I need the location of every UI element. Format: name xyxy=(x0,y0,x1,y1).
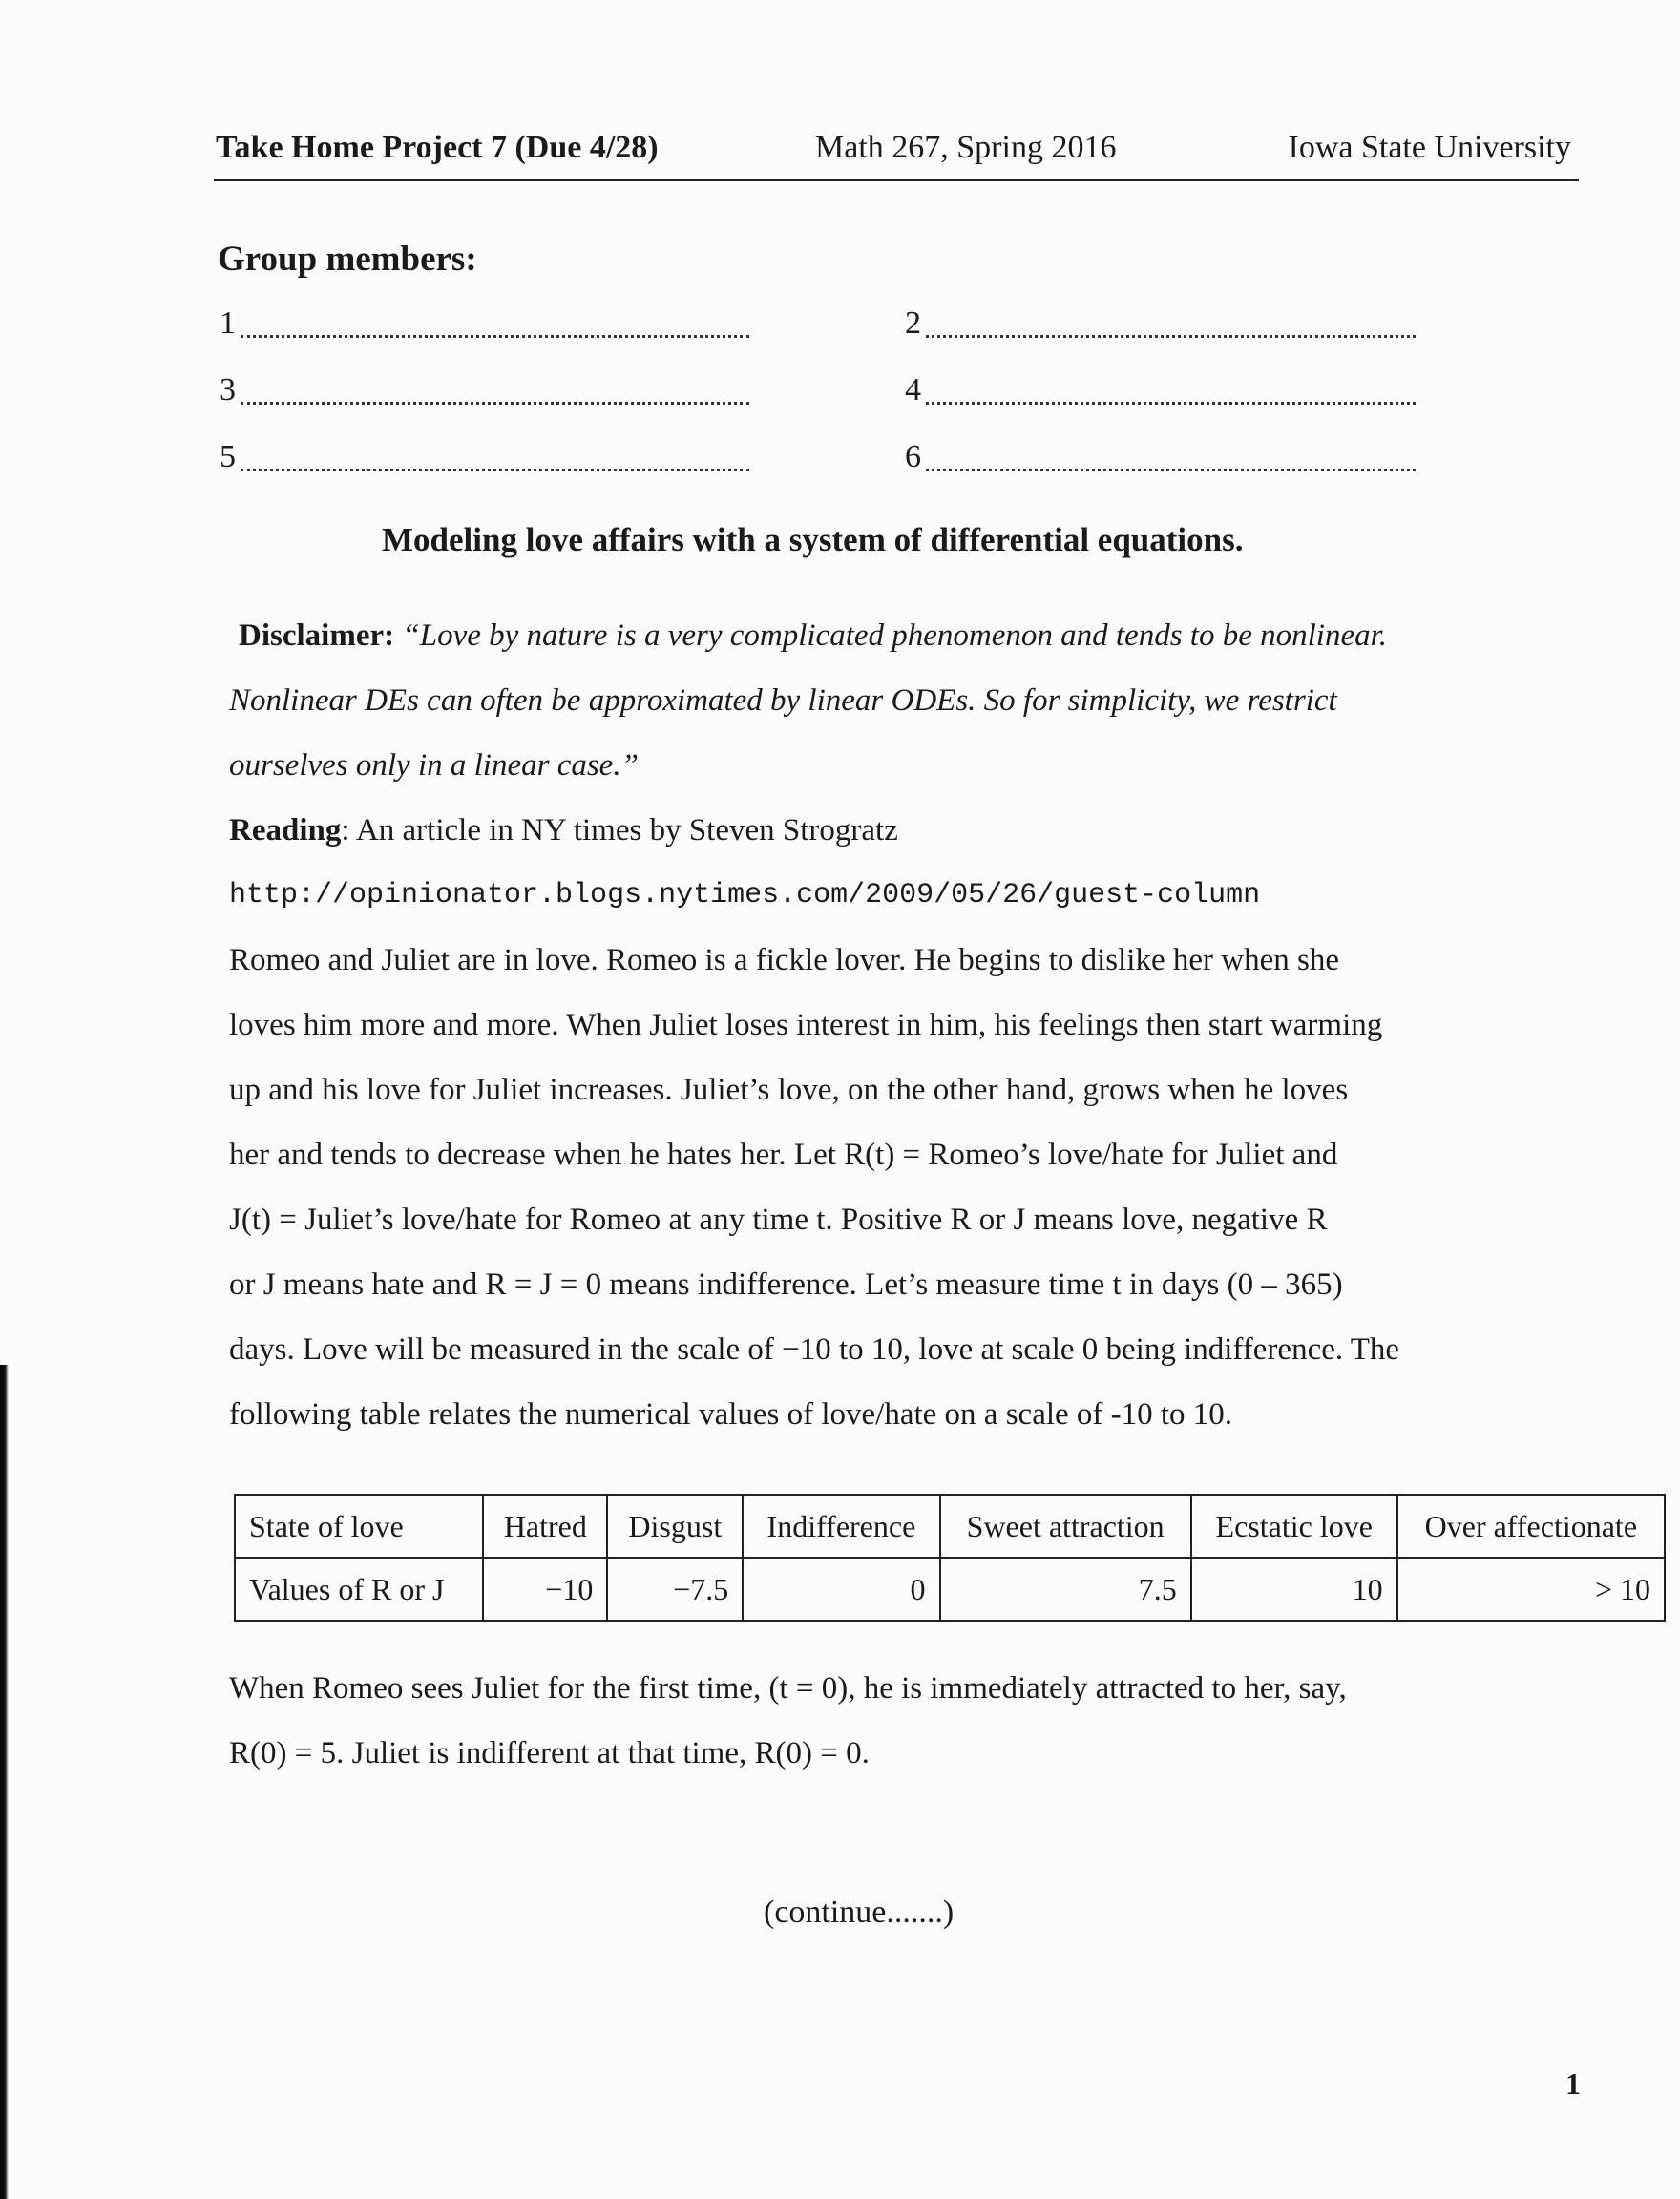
reading-label: Reading xyxy=(229,813,342,848)
table-values-row xyxy=(235,1558,1665,1621)
article-url[interactable]: http://opinionator.blogs.nytimes.com/2009/05/26/guest-column xyxy=(229,879,1261,911)
love-scale-table xyxy=(234,1494,1666,1622)
disclaimer-label: Disclaimer: xyxy=(239,618,395,653)
disclaimer-line: Nonlinear DEs can often be approximated by linear ODEs. So for simplicity, we restrict xyxy=(229,683,1337,718)
member-number: 1 xyxy=(220,305,236,341)
group-members-heading: Group members: xyxy=(218,240,477,279)
table-cell: 7.5 xyxy=(940,1558,1191,1621)
table-cell: Indifference xyxy=(743,1495,939,1558)
member-number: 2 xyxy=(905,305,921,341)
table-cell: Over affectionate xyxy=(1397,1495,1665,1558)
table-cell: Hatred xyxy=(483,1495,607,1558)
table-cell: −7.5 xyxy=(607,1558,743,1621)
scan-edge-shadow xyxy=(0,1365,9,2199)
initial-conditions-block xyxy=(229,1656,1347,1786)
disclaimer-line: ourselves only in a linear case.” xyxy=(229,748,639,783)
body-line: days. Love will be measured in the scale of −10 to 10, love at scale 0 being indifference. The xyxy=(229,1332,1400,1367)
body-line: Romeo and Juliet are in love. Romeo is a fickle lover. He begins to dislike her when she xyxy=(229,943,1339,977)
body-line: up and his love for Juliet increases. Juliet’s love, on the other hand, grows when he loves xyxy=(229,1073,1349,1107)
member-number: 5 xyxy=(220,439,236,474)
reading-text: : An article in NY times by Steven Strogratz xyxy=(341,813,898,848)
member-line-4[interactable] xyxy=(905,372,1416,410)
page-header xyxy=(214,116,1579,181)
section-title: Modeling love affairs with a system of differential equations. xyxy=(382,521,1244,558)
member-number: 6 xyxy=(905,439,921,474)
body-line: J(t) = Juliet’s love/hate for Romeo at any time t. Positive R or J means love, negative R xyxy=(229,1203,1328,1237)
course-name: Math 267, Spring 2016 xyxy=(815,130,1117,165)
member-number: 4 xyxy=(905,372,921,408)
member-number: 3 xyxy=(220,372,236,408)
member-line-5[interactable] xyxy=(220,439,749,477)
table-header-row xyxy=(235,1495,1665,1558)
member-line-1[interactable] xyxy=(220,305,749,344)
body-line: or J means hate and R = J = 0 means indifference. Let’s measure time t in days (0 – 365) xyxy=(229,1267,1343,1302)
table-cell: Values of R or J xyxy=(235,1558,483,1621)
body-line: loves him more and more. When Juliet loses interest in him, his feelings then start warming xyxy=(229,1008,1383,1042)
table-cell: Ecstatic love xyxy=(1191,1495,1397,1558)
table-cell: Sweet attraction xyxy=(940,1495,1191,1558)
body-line: When Romeo sees Juliet for the first time, (t = 0), he is immediately attracted to her, say, xyxy=(229,1671,1347,1706)
table-cell: State of love xyxy=(235,1495,483,1558)
member-line-6[interactable] xyxy=(905,439,1416,477)
body-line: her and tends to decrease when he hates her. Let R(t) = Romeo’s love/hate for Juliet and xyxy=(229,1138,1338,1172)
table-cell: > 10 xyxy=(1397,1558,1665,1621)
member-line-2[interactable] xyxy=(905,305,1416,344)
body-line: R(0) = 5. Juliet is indifferent at that time, R(0) = 0. xyxy=(229,1736,870,1770)
disclaimer-line: “Love by nature is a very complicated phenomenon and tends to be nonlinear. xyxy=(402,618,1388,653)
project-title: Take Home Project 7 (Due 4/28) xyxy=(216,130,659,165)
page-number: 1 xyxy=(1565,2066,1581,2101)
table-cell: −10 xyxy=(483,1558,607,1621)
table-cell: 0 xyxy=(743,1558,939,1621)
disclaimer-block xyxy=(229,603,1399,1447)
continue-note: (continue.......) xyxy=(764,1895,955,1930)
member-line-3[interactable] xyxy=(220,372,749,410)
university-name: Iowa State University xyxy=(1288,130,1571,165)
table-cell: Disgust xyxy=(607,1495,743,1558)
table-cell: 10 xyxy=(1191,1558,1397,1621)
body-line: following table relates the numerical values of love/hate on a scale of -10 to 10. xyxy=(229,1397,1233,1432)
